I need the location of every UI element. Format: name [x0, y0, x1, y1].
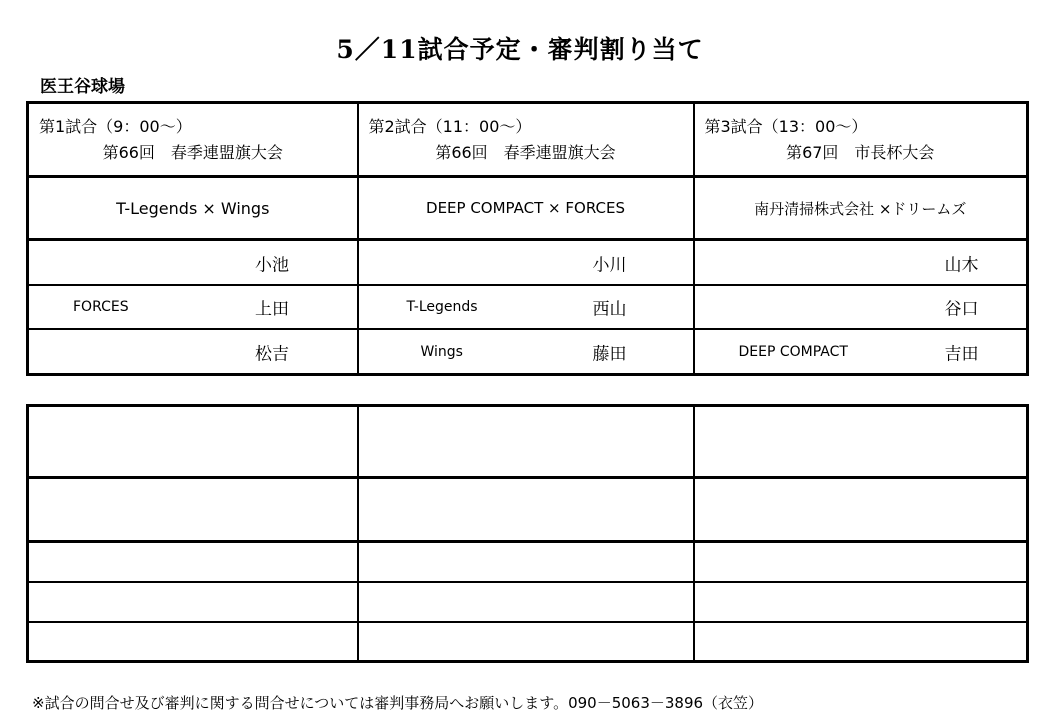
blank-cell: [694, 478, 1028, 542]
referee-cell: [358, 329, 694, 375]
referee-name: 谷口: [944, 299, 979, 320]
blank-referee-row: [28, 542, 1028, 582]
referee-name: 吉田: [944, 344, 979, 364]
referee-team: DEEP COMPACT: [738, 343, 848, 360]
header-row: [28, 103, 1028, 177]
referee-row: [28, 329, 1028, 375]
referee-name: 上田: [255, 299, 289, 320]
blank-cell: [358, 542, 694, 582]
game-header-3: [694, 103, 1028, 177]
blank-cell: [694, 622, 1028, 662]
game-slot: 第1試合（9：00〜）: [39, 116, 192, 136]
referee-name: 小池: [255, 255, 289, 275]
blank-schedule-table: [26, 404, 1029, 663]
matchup-text: 南丹清掃株式会社 ×ドリームズ: [754, 199, 967, 218]
referee-cell: [358, 285, 694, 329]
matchup-row: [28, 177, 1028, 240]
game-header-1: [28, 103, 358, 177]
game-slot: 第2試合（11：00〜）: [368, 116, 532, 136]
blank-matchup-row: [28, 478, 1028, 542]
referee-cell: [694, 329, 1028, 375]
tournament-name: 第66回 春季連盟旗大会: [435, 142, 616, 162]
referee-name: 小川: [592, 255, 627, 275]
referee-cell: [28, 240, 358, 286]
venue-label: 医王谷球場: [40, 77, 125, 97]
blank-cell: [28, 582, 358, 622]
tournament-name: 第67回 市長杯大会: [786, 142, 935, 162]
referee-cell: [358, 240, 694, 286]
blank-referee-row: [28, 622, 1028, 662]
referee-cell: [694, 285, 1028, 329]
referee-cell: [694, 240, 1028, 286]
blank-referee-row: [28, 582, 1028, 622]
matchup-text: T-Legends × Wings: [116, 198, 270, 218]
referee-cell: [28, 285, 358, 329]
matchup-cell: [694, 177, 1028, 240]
game-slot: 第3試合（13：00〜）: [704, 116, 868, 136]
blank-header-row: [28, 406, 1028, 478]
referee-name: 西山: [592, 299, 627, 320]
referee-name: 藤田: [592, 344, 627, 364]
referee-name: 山木: [944, 255, 979, 275]
blank-cell: [358, 478, 694, 542]
matchup-cell: [28, 177, 358, 240]
blank-cell: [358, 582, 694, 622]
referee-team: Wings: [420, 343, 463, 360]
matchup-cell: [358, 177, 694, 240]
game-header-2: [358, 103, 694, 177]
tournament-name: 第66回 春季連盟旗大会: [102, 142, 283, 162]
referee-row: [28, 285, 1028, 329]
blank-cell: [28, 478, 358, 542]
blank-cell: [694, 406, 1028, 478]
referee-team: T-Legends: [406, 299, 478, 315]
blank-cell: [358, 622, 694, 662]
blank-cell: [28, 406, 358, 478]
referee-team: FORCES: [73, 299, 129, 315]
blank-cell: [694, 582, 1028, 622]
matchup-text: DEEP COMPACT × FORCES: [426, 199, 625, 217]
page-title: 5／11試合予定・審判割り当て: [336, 35, 704, 64]
blank-cell: [28, 542, 358, 582]
referee-cell: [28, 329, 358, 375]
blank-cell: [694, 542, 1028, 582]
blank-cell: [358, 406, 694, 478]
schedule-table: [26, 101, 1029, 376]
contact-note: ※試合の問合せ及び審判に関する問合せについては審判事務局へお願いします。090－5063－3896（衣笠）: [32, 694, 764, 712]
referee-name: 松吉: [255, 344, 289, 364]
referee-row: [28, 240, 1028, 286]
blank-cell: [28, 622, 358, 662]
